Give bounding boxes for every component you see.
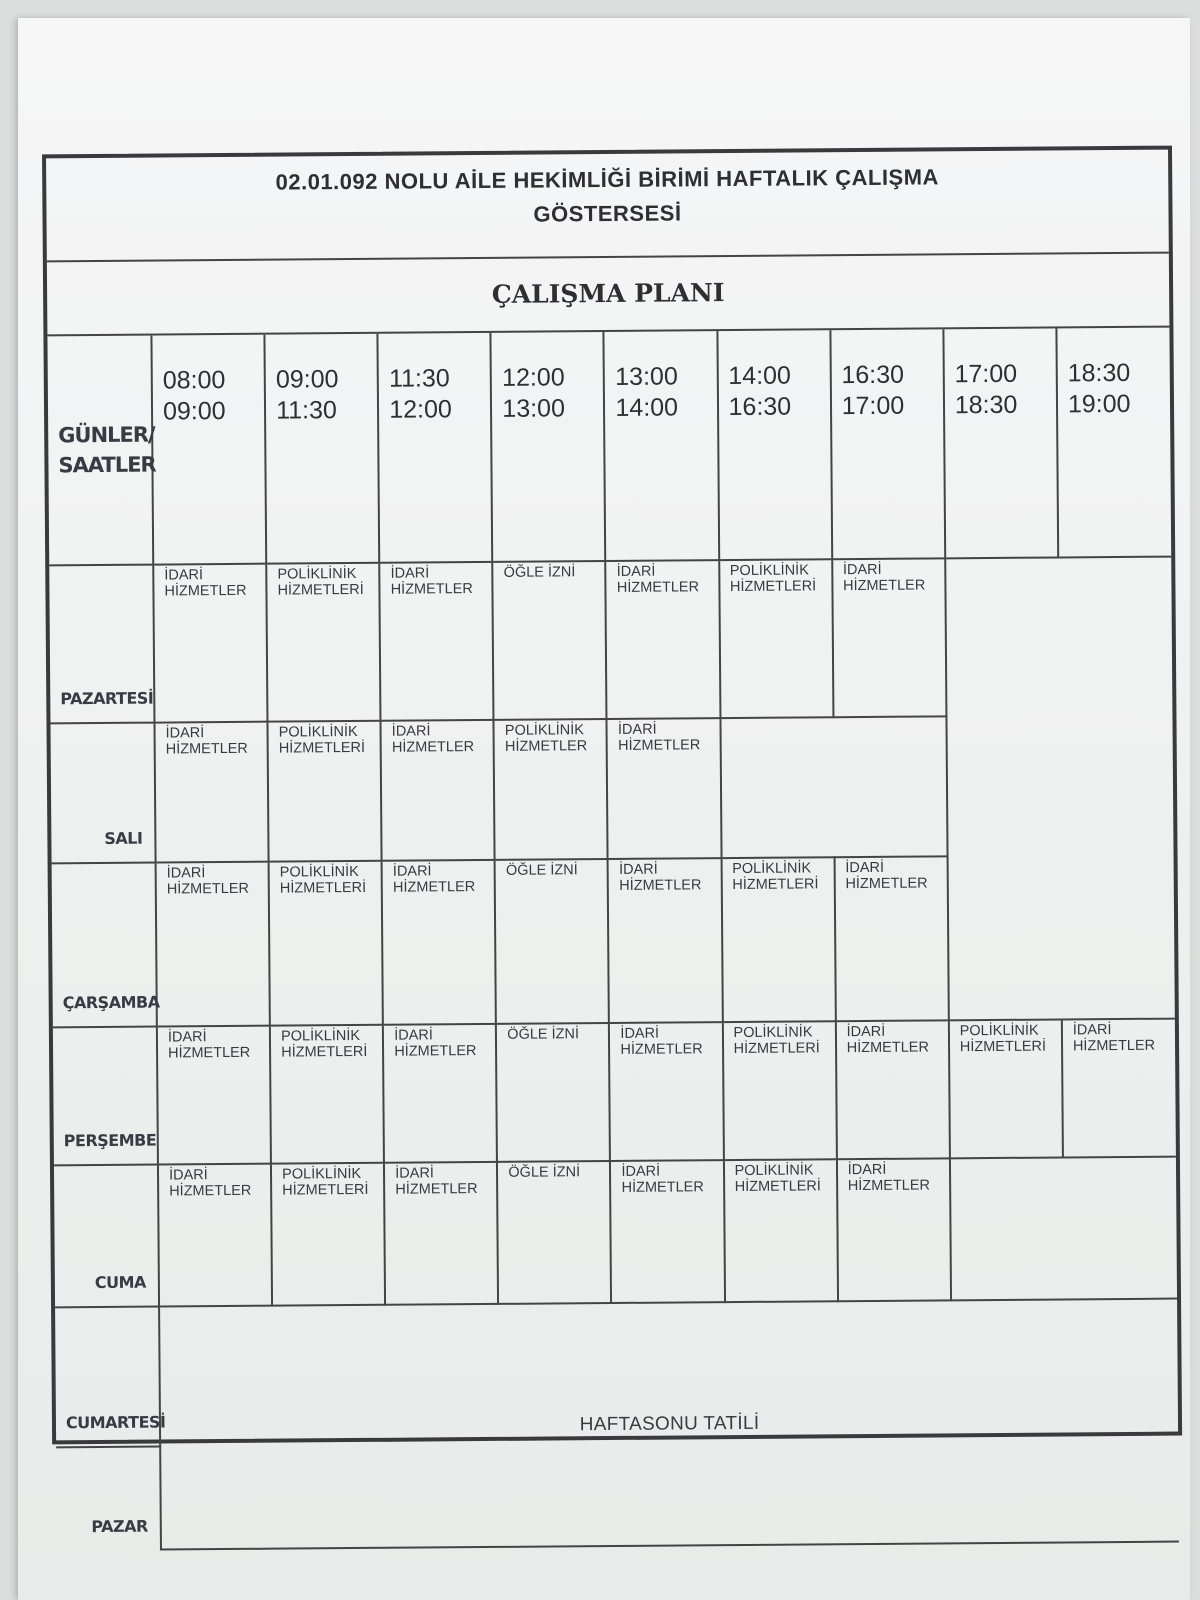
cell-line-2: HİZMETLER — [166, 880, 250, 898]
schedule-cell — [153, 564, 267, 723]
schedule-cell — [381, 720, 495, 861]
schedule-document — [42, 146, 1182, 1537]
cell-line-2: HİZMETLER — [620, 1041, 703, 1058]
cell-line-1: İDARİ — [165, 725, 205, 742]
schedule-cell — [832, 558, 946, 717]
cell-line-2: HİZMETLER — [847, 1177, 931, 1195]
schedule-cell — [271, 1163, 385, 1306]
cell-line-1: İDARİ — [620, 1025, 660, 1042]
schedule-cell — [494, 719, 608, 860]
cell-line-1: İDARİ — [168, 1167, 208, 1184]
schedule-cell — [949, 1019, 1063, 1158]
day-label: CUMA — [54, 1165, 159, 1308]
day-row — [55, 1299, 1178, 1448]
cell-line-2: HİZMETLERİ — [277, 581, 364, 599]
time-slot-header — [378, 333, 493, 563]
cell-line-2: HİZMETLERİ — [729, 578, 817, 596]
schedule-cell — [1062, 1019, 1176, 1158]
slot-start: 12:00 — [502, 363, 565, 392]
cell-line-1: İDARİ — [845, 859, 885, 877]
time-slot-header — [717, 330, 832, 560]
time-slot-header — [491, 332, 606, 562]
cell-line-1: POLİKLİNİK — [734, 1162, 814, 1180]
time-slot-header — [604, 331, 719, 561]
cell-line-1: İDARİ — [842, 561, 882, 579]
cell-line-1: İDARİ — [164, 567, 204, 584]
cell-line-1: POLİKLİNİK — [282, 1165, 362, 1183]
cell-line-1: İDARİ — [394, 1027, 433, 1044]
cell-line-1: ÖĞLE İZNİ — [508, 1164, 581, 1181]
cell-line-1: POLİKLİNİK — [959, 1022, 1039, 1040]
cell-line-2: HİZMETLER — [845, 875, 928, 893]
cell-line-2: HİZMETLER — [390, 581, 473, 598]
cell-line-2: HİZMETLERİ — [959, 1038, 1047, 1056]
corner-line-2: SAATLER — [58, 452, 156, 478]
cell-line-1: POLİKLİNİK — [279, 863, 359, 881]
schedule-cell — [268, 721, 382, 862]
schedule-cell — [382, 860, 496, 1025]
schedule-cell — [493, 561, 607, 720]
schedule-cell — [158, 1164, 272, 1307]
cell-line-2: HİZMETLER — [504, 738, 588, 755]
cell-line-2: HİZMETLER — [846, 1039, 929, 1057]
schedule-cell — [270, 1025, 384, 1164]
cell-line-2: HİZMETLER — [1072, 1037, 1156, 1055]
cell-line-1: İDARİ — [619, 861, 658, 878]
day-label: ÇARŞAMBA — [52, 863, 157, 1028]
schedule-cell — [723, 1159, 837, 1302]
cell-line-1: İDARİ — [166, 865, 206, 882]
cell-line-1: İDARİ — [1072, 1022, 1112, 1039]
day-row — [49, 557, 1172, 724]
schedule-cell — [834, 856, 948, 1021]
schedule-cell — [496, 1023, 610, 1162]
slot-start: 18:30 — [1067, 358, 1131, 388]
schedule-cell — [608, 858, 722, 1023]
document-title — [46, 150, 1169, 263]
cell-line-1: İDARİ — [616, 563, 656, 580]
schedule-cell — [269, 861, 383, 1026]
cell-line-1: ÖĞLE İZNİ — [507, 1026, 580, 1043]
weekend-holiday-cell: HAFTASONU TATİLİ — [159, 1299, 1179, 1550]
cell-line-2: HİZMETLERİ — [734, 1178, 821, 1196]
cell-line-2: HİZMETLER — [616, 579, 700, 596]
schedule-cell — [266, 563, 380, 722]
cell-line-2: HİZMETLER — [164, 582, 247, 600]
schedule-cell — [721, 857, 835, 1022]
slot-end: 17:00 — [841, 391, 905, 421]
day-label: CUMARTESİ — [55, 1307, 160, 1448]
schedule-cell — [837, 1158, 951, 1301]
schedule-cell — [157, 1026, 271, 1165]
time-slot-header — [151, 335, 266, 565]
schedule-cell — [497, 1161, 611, 1304]
cell-line-2: HİZMETLER — [394, 1043, 477, 1060]
empty-block — [950, 1157, 1177, 1301]
slot-end: 13:00 — [502, 394, 566, 423]
cell-line-2: HİZMETLERİ — [282, 1181, 369, 1199]
schedule-cell — [154, 722, 268, 863]
days-hours-header — [47, 336, 156, 566]
slot-start: 17:00 — [954, 359, 1018, 389]
day-label: PAZARTESİ — [49, 565, 154, 724]
time-slot-header — [830, 329, 945, 559]
schedule-cell — [156, 862, 270, 1027]
schedule-cell — [722, 1021, 836, 1160]
cell-line-2: HİZMETLER — [392, 879, 476, 896]
schedule-cell — [610, 1160, 724, 1303]
schedule-cell — [836, 1020, 950, 1159]
slot-start: 11:30 — [388, 364, 450, 393]
cell-line-2: HİZMETLER — [169, 1182, 252, 1200]
schedule-cell — [384, 1162, 498, 1305]
cell-line-2: HİZMETLERİ — [732, 876, 819, 894]
schedule-cell — [495, 859, 609, 1024]
corner-line-1: GÜNLER/ — [58, 422, 155, 448]
cell-line-1: İDARİ — [847, 1161, 887, 1179]
cell-line-2: HİZMETLERİ — [281, 1043, 368, 1061]
cell-line-1: İDARİ — [617, 721, 657, 738]
header-row — [47, 328, 1171, 566]
time-slot-header — [1056, 328, 1171, 558]
cell-line-1: ÖĞLE İZNİ — [505, 862, 578, 879]
schedule-cell — [719, 559, 833, 718]
cell-line-1: POLİKLİNİK — [732, 860, 812, 878]
slot-end: 14:00 — [615, 393, 679, 422]
cell-line-2: HİZMETLER — [391, 739, 475, 756]
slot-end: 16:30 — [728, 392, 792, 422]
cell-line-2: HİZMETLERİ — [279, 879, 367, 897]
cell-line-1: POLİKLİNİK — [504, 722, 584, 739]
cell-line-2: HİZMETLERİ — [278, 739, 366, 757]
slot-end: 19:00 — [1067, 389, 1131, 419]
schedule-cell — [379, 562, 493, 721]
cell-line-1: İDARİ — [846, 1023, 886, 1041]
time-slot-header — [943, 328, 1058, 558]
cell-line-1: ÖĞLE İZNİ — [503, 564, 576, 581]
cell-line-1: İDARİ — [167, 1029, 207, 1046]
cell-line-2: HİZMETLER — [843, 577, 926, 595]
day-label: PAZAR — [56, 1447, 161, 1551]
schedule-table — [47, 328, 1179, 1552]
schedule-cell — [609, 1022, 723, 1161]
slot-end: 18:30 — [954, 390, 1018, 420]
cell-line-1: İDARİ — [390, 565, 430, 582]
empty-block — [720, 716, 947, 858]
cell-line-1: İDARİ — [391, 723, 431, 740]
slot-start: 09:00 — [275, 365, 339, 394]
time-slot-header — [265, 334, 380, 564]
cell-line-1: POLİKLİNİK — [278, 723, 358, 741]
day-row — [54, 1157, 1177, 1308]
cell-line-2: HİZMETLER — [618, 737, 701, 754]
slot-end: 11:30 — [276, 396, 337, 425]
cell-line-1: İDARİ — [621, 1163, 661, 1180]
slot-start: 16:30 — [841, 360, 905, 390]
schedule-cell — [383, 1024, 497, 1163]
empty-block — [945, 557, 1175, 1021]
slot-end: 12:00 — [389, 395, 452, 424]
cell-line-1: İDARİ — [392, 863, 432, 880]
schedule-cell — [607, 718, 721, 859]
cell-line-1: POLİKLİNİK — [277, 565, 357, 583]
slot-start: 14:00 — [728, 361, 791, 391]
cell-line-2: HİZMETLERİ — [733, 1040, 820, 1058]
schedule-cell — [606, 560, 720, 719]
cell-line-2: HİZMETLER — [165, 740, 248, 758]
plan-heading: ÇALIŞMA PLANI — [47, 254, 1170, 337]
cell-line-2: HİZMETLER — [621, 1179, 704, 1196]
day-label: SALI — [50, 723, 155, 864]
slot-start: 08:00 — [162, 366, 226, 395]
cell-line-2: HİZMETLER — [395, 1181, 478, 1198]
cell-line-1: POLİKLİNİK — [280, 1027, 361, 1045]
title-line-1: 02.01.092 NOLU AİLE HEKİMLİĞİ BİRİMİ HAFTALIK ÇALIŞMA — [275, 164, 939, 195]
cell-line-1: POLİKLİNİK — [733, 1024, 813, 1042]
slot-end: 09:00 — [162, 397, 226, 426]
cell-line-1: İDARİ — [395, 1165, 434, 1182]
cell-line-1: POLİKLİNİK — [729, 562, 809, 580]
cell-line-2: HİZMETLER — [619, 877, 702, 894]
day-row — [53, 1019, 1176, 1166]
day-label: PERŞEMBE — [53, 1027, 158, 1166]
slot-start: 13:00 — [615, 362, 678, 391]
cell-line-2: HİZMETLER — [168, 1044, 251, 1062]
title-line-2: GÖSTERSESİ — [533, 200, 682, 227]
